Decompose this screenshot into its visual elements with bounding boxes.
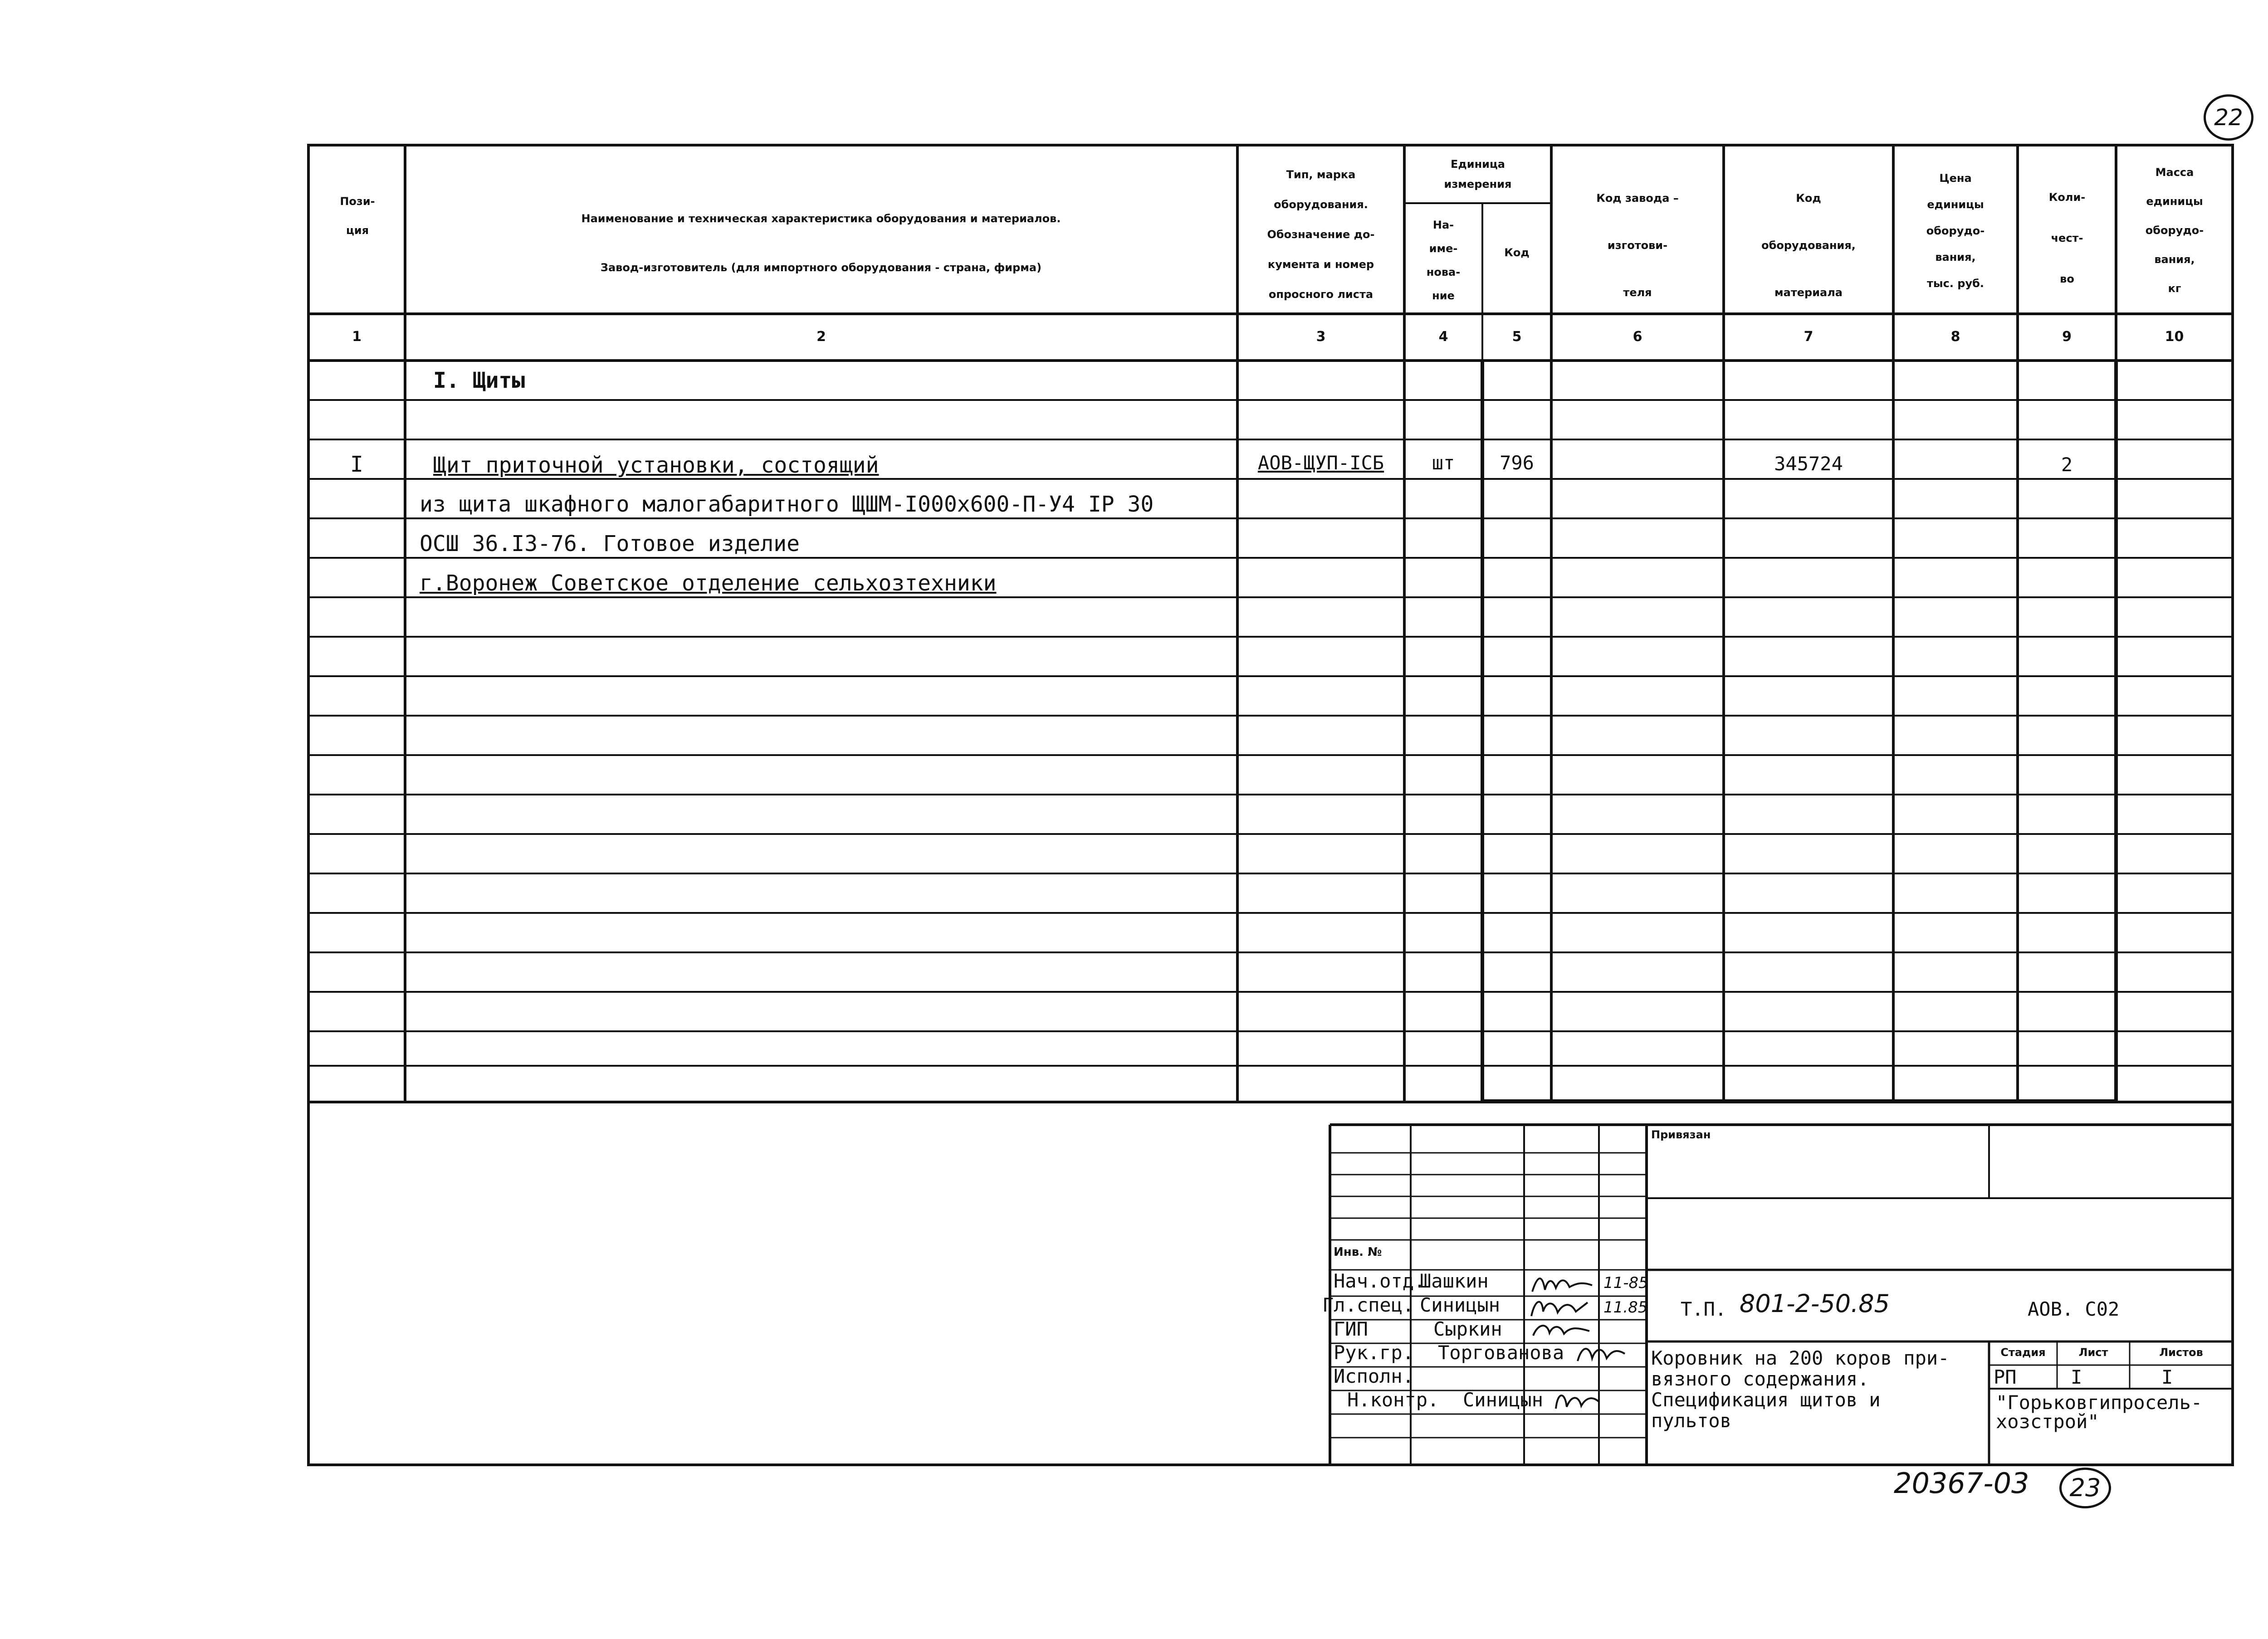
- item-position: I: [350, 452, 363, 477]
- sign-date: 11-85: [1603, 1274, 1648, 1292]
- organization-line: "Горьковгипросель-: [1996, 1391, 2203, 1414]
- header-col1-line: Пози-: [340, 195, 375, 208]
- header-col7-line: материала: [1774, 286, 1843, 299]
- signer-name: Синицын: [1463, 1389, 1544, 1411]
- column-number: 4: [1438, 329, 1448, 345]
- item-name-line: г.Воронеж Советское отделение сельхозтехники: [420, 571, 997, 596]
- doc-title-line: пультов: [1651, 1410, 1732, 1432]
- sheets-label: Листов: [2159, 1346, 2203, 1359]
- signature-2: [1529, 1293, 1597, 1321]
- header-col8: [1895, 165, 2016, 297]
- doc-title-line: вязного содержания.: [1651, 1368, 1869, 1390]
- project-number: 801-2-50.85: [1740, 1289, 1890, 1318]
- column-number: 3: [1316, 329, 1326, 345]
- header-col7: [1725, 175, 1892, 316]
- header-col2: [408, 194, 1234, 292]
- signature-1: [1529, 1270, 1597, 1297]
- header-col4-line: ние: [1432, 289, 1455, 302]
- column-number: 2: [816, 329, 826, 345]
- column-number: 5: [1512, 329, 1522, 345]
- header-col10: [2118, 158, 2231, 303]
- page-number-circle: [2204, 94, 2253, 141]
- header-col4-line: нова-: [1426, 266, 1461, 278]
- role-label: ГИП: [1334, 1318, 1368, 1340]
- sign-date: 11.85: [1603, 1298, 1648, 1317]
- signature-4: [1574, 1340, 1628, 1367]
- item-quantity: 2: [2061, 454, 2073, 476]
- inv-no-label: Инв. №: [1334, 1245, 1382, 1259]
- organization: [1996, 1393, 2202, 1431]
- header-col8-line: вания,: [1935, 251, 1976, 263]
- organization-line: хозстрой": [1996, 1410, 2099, 1433]
- column-number: 6: [1633, 329, 1642, 345]
- header-col9-line: Коли-: [2048, 191, 2086, 204]
- item-name-line: ОСШ 36.I3-76. Готовое изделие: [420, 531, 800, 556]
- header-col4-line: На-: [1432, 219, 1454, 231]
- header-col8-line: Цена: [1939, 172, 1972, 185]
- header-col4: [1406, 213, 1481, 307]
- stage-label: Стадия: [2000, 1346, 2046, 1359]
- header-col5-line: Код: [1504, 246, 1530, 259]
- header-col8-line: оборудо-: [1926, 224, 1985, 237]
- signer-name: Синицын: [1420, 1294, 1501, 1316]
- header-col6-line: Код завода –: [1596, 192, 1679, 205]
- inventory-number: 20367-03: [1894, 1467, 2029, 1500]
- header-col2-line: Наименование и техническая характеристика оборудования и материалов.: [581, 212, 1061, 225]
- column-number: 10: [2165, 329, 2184, 345]
- header-group-line: Единица: [1451, 158, 1505, 171]
- section-title: I. Щиты: [433, 368, 525, 393]
- header-col9-line: чест-: [2051, 232, 2083, 244]
- column-number: 9: [2062, 329, 2072, 345]
- header-col6-line: изготови-: [1607, 239, 1668, 252]
- header-col45-group: [1406, 154, 1549, 194]
- header-col2-line: Завод-изготовитель (для импортного оборудования - страна, фирма): [600, 261, 1042, 274]
- item-name-line: из щита шкафного малогабаритного ЩШМ-I000х600-П-У4 IP 30: [420, 492, 1154, 517]
- header-col6-line: теля: [1623, 286, 1652, 299]
- header-col3-line: Тип, марка: [1286, 168, 1356, 181]
- signer-name: Шашкин: [1420, 1270, 1489, 1292]
- header-col4-line: име-: [1429, 242, 1458, 255]
- header-col10-line: единицы: [2146, 195, 2203, 208]
- header-col10-line: Масса: [2155, 166, 2194, 179]
- item-equipment-code: 345724: [1774, 453, 1843, 475]
- header-col1: [313, 187, 402, 245]
- item-unit: шт: [1432, 452, 1455, 474]
- column-number: 8: [1950, 329, 1960, 345]
- sheet-label: Лист: [2078, 1346, 2108, 1359]
- stage-value: РП: [1994, 1366, 2017, 1388]
- header-col1-line: ция: [346, 224, 369, 237]
- header-col7-line: Код: [1796, 192, 1821, 205]
- doc-title-line: Спецификация щитов и: [1651, 1389, 1881, 1411]
- signer-name: Сыркин: [1433, 1318, 1502, 1340]
- header-col3-line: Обозначение до-: [1267, 228, 1375, 241]
- sheets-value: I: [2161, 1366, 2173, 1388]
- role-label: Исполн.: [1334, 1365, 1414, 1387]
- item-name-line: Щит приточной установки, состоящий: [433, 453, 879, 478]
- sheet-value: I: [2071, 1366, 2082, 1388]
- header-col9-line: во: [2060, 273, 2074, 285]
- footer-page-circle: [2059, 1468, 2111, 1508]
- header-col3-line: кумента и номер: [1267, 258, 1374, 271]
- header-col3-line: опросного листа: [1268, 288, 1374, 301]
- header-col5: [1484, 247, 1549, 258]
- header-col6: [1553, 175, 1722, 316]
- header-col8-line: тыс. руб.: [1926, 277, 1984, 290]
- header-col8-line: единицы: [1927, 198, 1984, 211]
- header-col10-line: вания,: [2154, 253, 2195, 266]
- header-group-line: измерения: [1444, 178, 1512, 190]
- role-label: Рук.гр.: [1334, 1341, 1414, 1364]
- doc-code: АОВ. С02: [2028, 1298, 2120, 1320]
- privyazan-label: Привязан: [1651, 1128, 1711, 1141]
- signature-5: [1551, 1387, 1601, 1414]
- signer-name: Торгованова: [1438, 1341, 1564, 1364]
- column-number: 1: [352, 329, 362, 345]
- column-number: 7: [1804, 329, 1813, 345]
- item-unit-code: 796: [1500, 452, 1534, 474]
- header-col10-line: оборудо-: [2145, 224, 2204, 237]
- header-col10-line: кг: [2168, 282, 2181, 295]
- role-label: Н.контр.: [1347, 1389, 1439, 1411]
- project-prefix: Т.П.: [1681, 1298, 1727, 1320]
- doc-title-line: Коровник на 200 коров при-: [1651, 1347, 1950, 1369]
- role-label: Гл.спец.: [1322, 1294, 1414, 1316]
- header-col9: [2019, 177, 2115, 299]
- item-type: АОВ-ЩУП-IСБ: [1257, 452, 1384, 474]
- page-number: 22: [2214, 104, 2243, 131]
- header-col3-line: оборудования.: [1274, 198, 1368, 211]
- doc-title: [1651, 1348, 1949, 1431]
- header-col7-line: оборудования,: [1761, 239, 1856, 252]
- footer-page-number: 23: [2069, 1473, 2101, 1502]
- role-label: Нач.отд.: [1334, 1270, 1426, 1292]
- header-col3: [1239, 160, 1403, 309]
